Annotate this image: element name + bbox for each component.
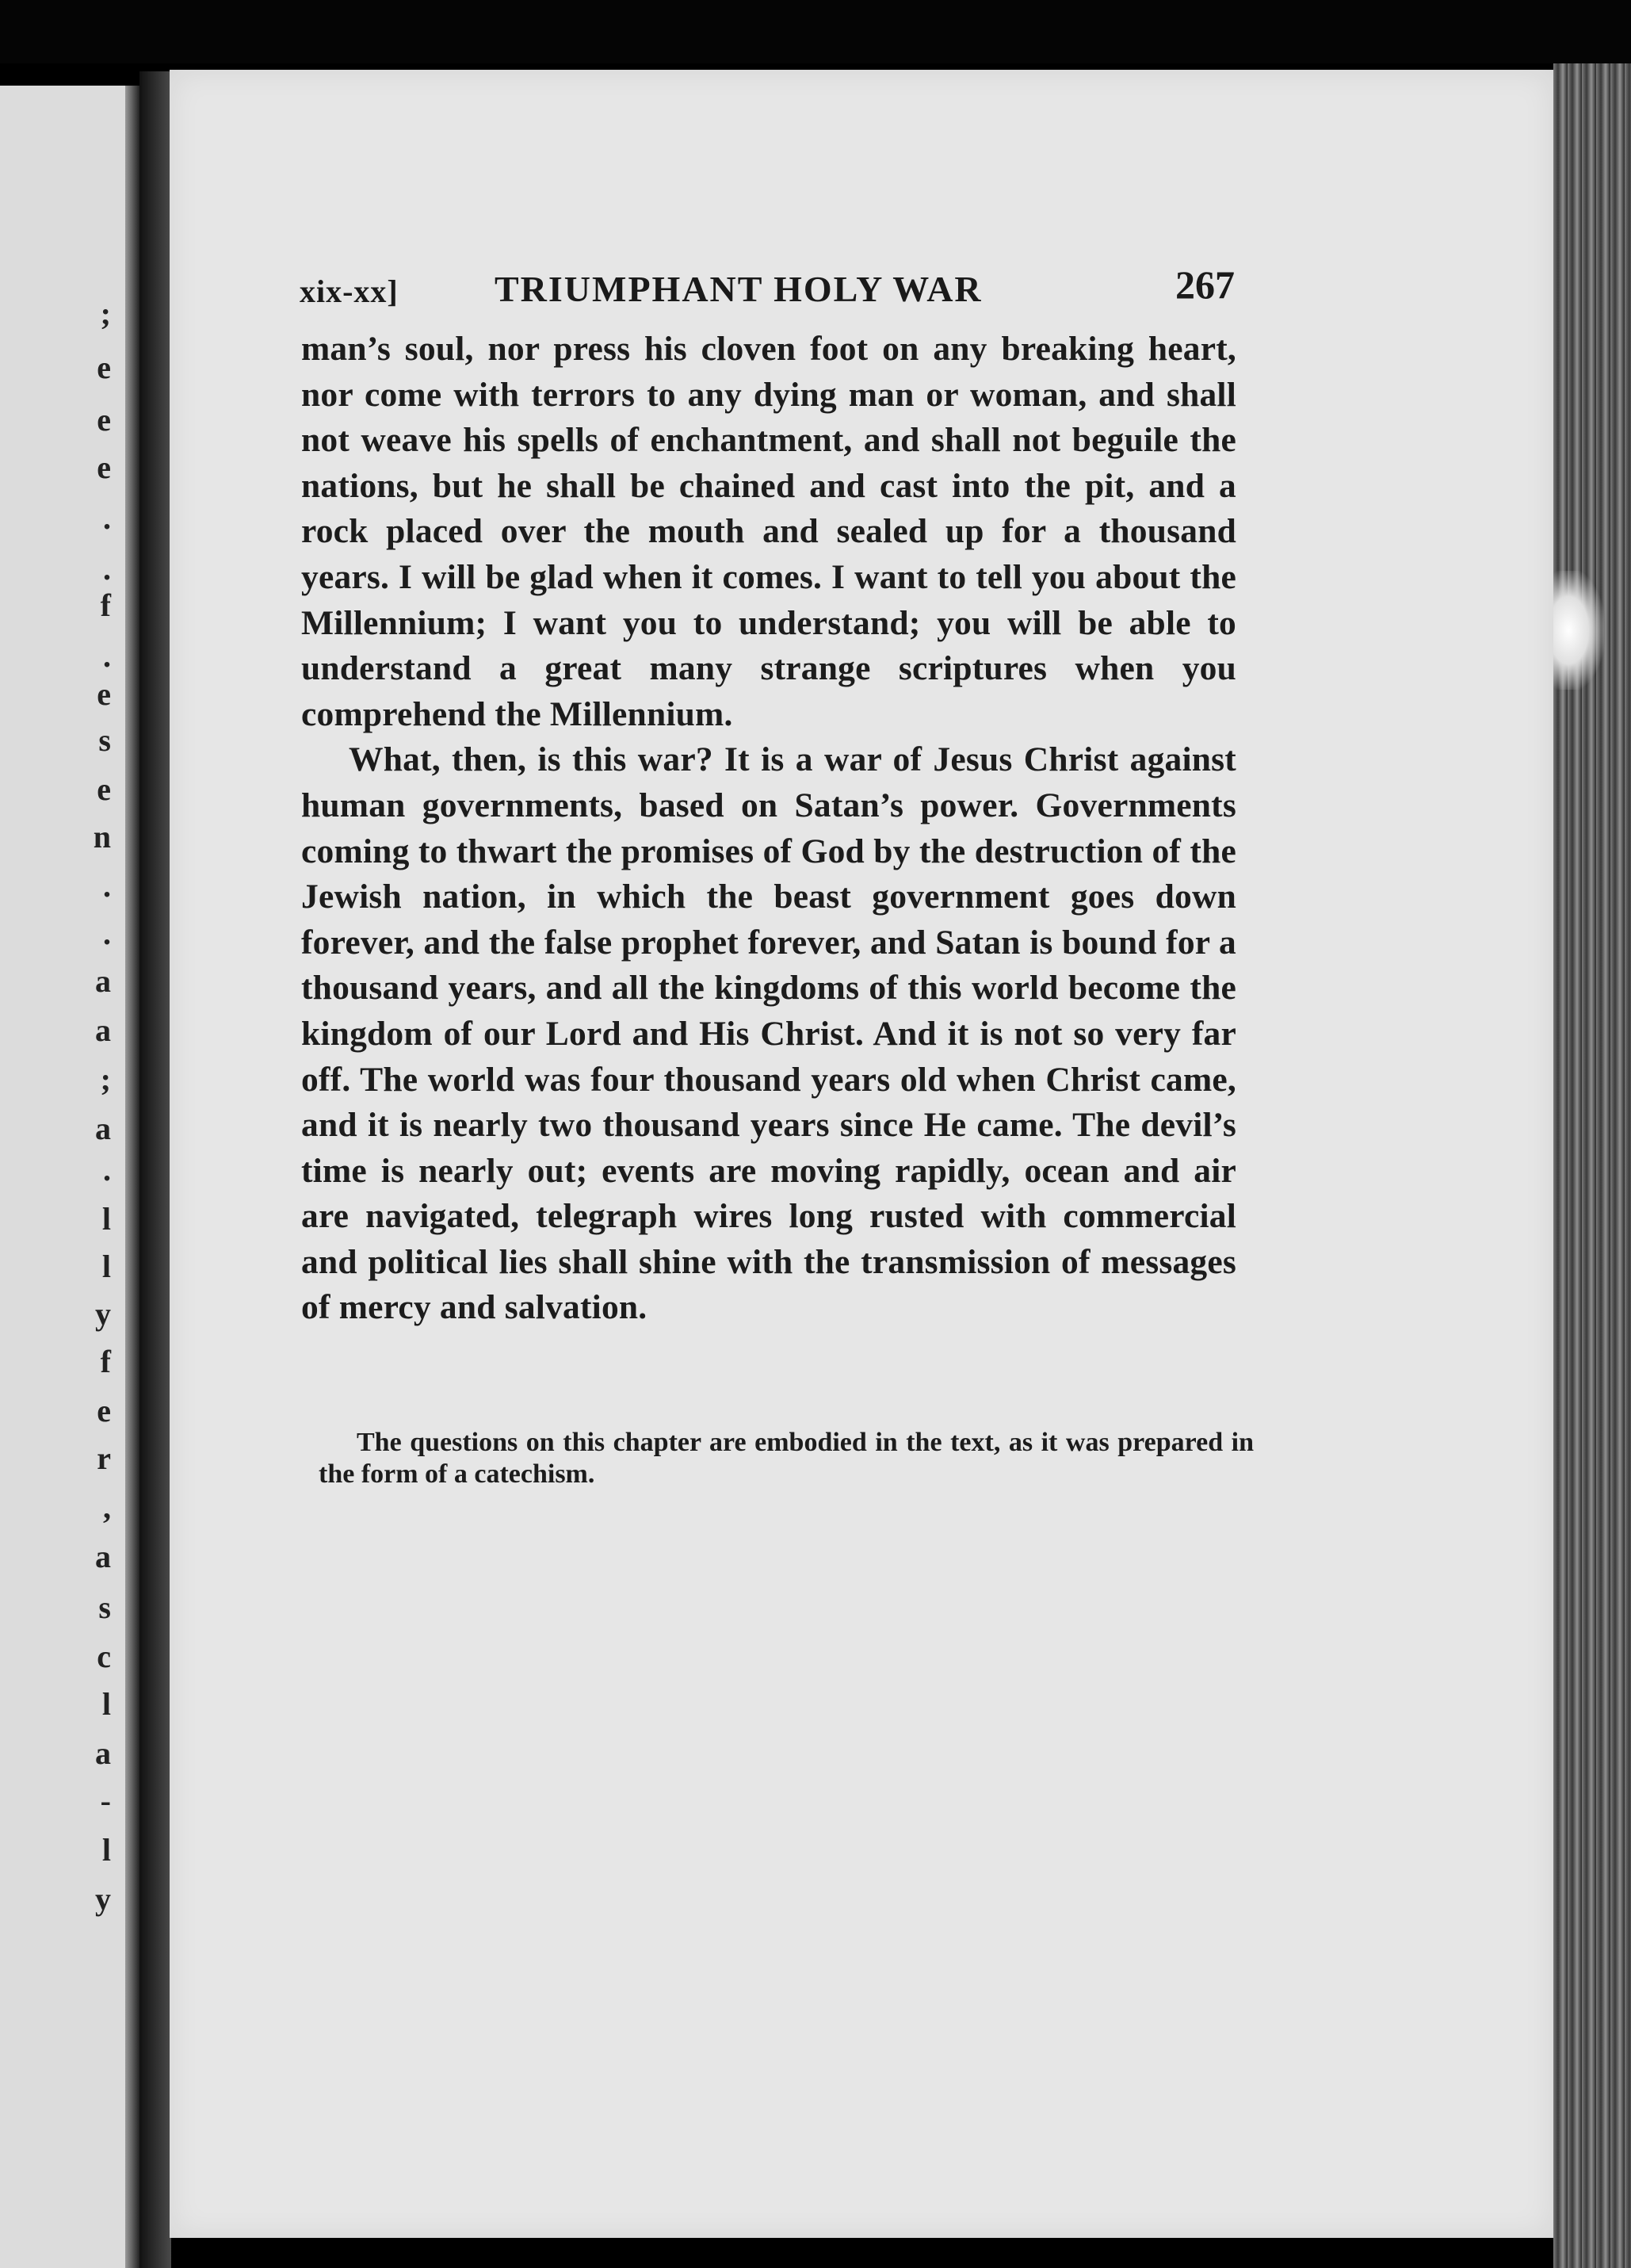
page-number: 267: [1175, 262, 1235, 307]
facing-page-fragment: e: [97, 350, 111, 385]
book-spine-shadow: [139, 71, 171, 2268]
facing-page-fragment: l: [101, 1686, 111, 1722]
facing-page-fragment: a: [95, 1111, 111, 1146]
facing-page-fragment: s: [98, 722, 111, 758]
facing-page-fragment: a: [95, 1012, 111, 1048]
facing-page-fragment: f: [100, 587, 111, 623]
facing-page-fragment: a: [95, 963, 111, 999]
paragraph: man’s soul, nor press his cloven foot on any breaking heart, nor come with terrors to any dying man or woman, and shall not weave his spells of enchantment, and shall not beguile the nations, but he shall be chained and cast into the pit, and a rock placed over the mouth and sealed up for a thousand years. I will be glad when it comes. I want to tell you about the Millennium; I want you to understand; you will be able to understand a great many strange scriptures when you comprehend the Millennium.: [301, 330, 1236, 733]
chapter-footnote: The questions on this chapter are embodied in the text, as it was prepared in the form of a catechism.: [319, 1428, 1254, 1489]
facing-page-fragment: y: [95, 1881, 111, 1917]
facing-page-fragment: l: [101, 1249, 111, 1284]
facing-page-fragment: r: [97, 1440, 111, 1476]
facing-page-fragment: y: [95, 1296, 111, 1332]
facing-page-fragment: .: [103, 1152, 111, 1188]
facing-page-fragment: ,: [103, 1490, 111, 1525]
facing-page-fragment: e: [97, 676, 111, 712]
facing-page-fragment: a: [95, 1735, 111, 1771]
facing-page-fragment: ;: [100, 1061, 111, 1097]
facing-page-fragment: f: [100, 1344, 111, 1379]
scan-top-border: [0, 0, 1631, 63]
facing-page-fragment: .: [103, 868, 111, 904]
paragraph: What, then, is this war? It is a war of Jesus Christ against human governments, based on Satan’s power. Governments coming to thwart the promises of God by the destruction of the Jewish nation, in which the beast government goes down forever, and the false prophet forever, and Satan is bound for a thousand years, and all the kingdoms of this world become the kingdom of our Lord and His Christ. And it is not so very far off. The world was four thousand years old when Christ came, and it is nearly two thousand years since He came. The devil’s time is nearly out; events are moving rapidly, ocean and air are navigated, telegraph wires long rusted with commercial and political lies shall shine with the transmission of messages of mercy and salvation.: [301, 740, 1236, 1327]
facing-page-fragment: e: [97, 771, 111, 807]
facing-page-fragment: .: [103, 500, 111, 536]
facing-page-fragment: s: [98, 1589, 111, 1625]
facing-page-fragment: n: [93, 819, 111, 855]
facing-page-fragment: l: [101, 1832, 111, 1868]
facing-page-fragment: c: [97, 1639, 111, 1674]
chapter-reference: xix-xx]: [300, 273, 399, 309]
facing-page-edge: [0, 86, 139, 2268]
facing-page-gutter: [125, 86, 139, 2268]
facing-page-fragment: e: [97, 449, 111, 485]
facing-page-fragment: .: [103, 916, 111, 951]
facing-page-fragment: .: [103, 551, 111, 587]
body-text: [301, 327, 1236, 1331]
running-title: TRIUMPHANT HOLY WAR: [495, 269, 983, 309]
paper-damage-mark: [1553, 571, 1604, 690]
facing-page-fragment: l: [101, 1201, 111, 1237]
facing-page-fragment: ;: [100, 296, 111, 331]
page-edge-stack: [1553, 63, 1631, 2268]
facing-page-fragment: .: [103, 638, 111, 674]
facing-page-fragment: e: [97, 1393, 111, 1428]
facing-page-fragment: e: [97, 402, 111, 438]
facing-page-fragment: a: [95, 1539, 111, 1574]
facing-page-fragment: -: [100, 1783, 111, 1819]
running-header: [300, 262, 1235, 316]
